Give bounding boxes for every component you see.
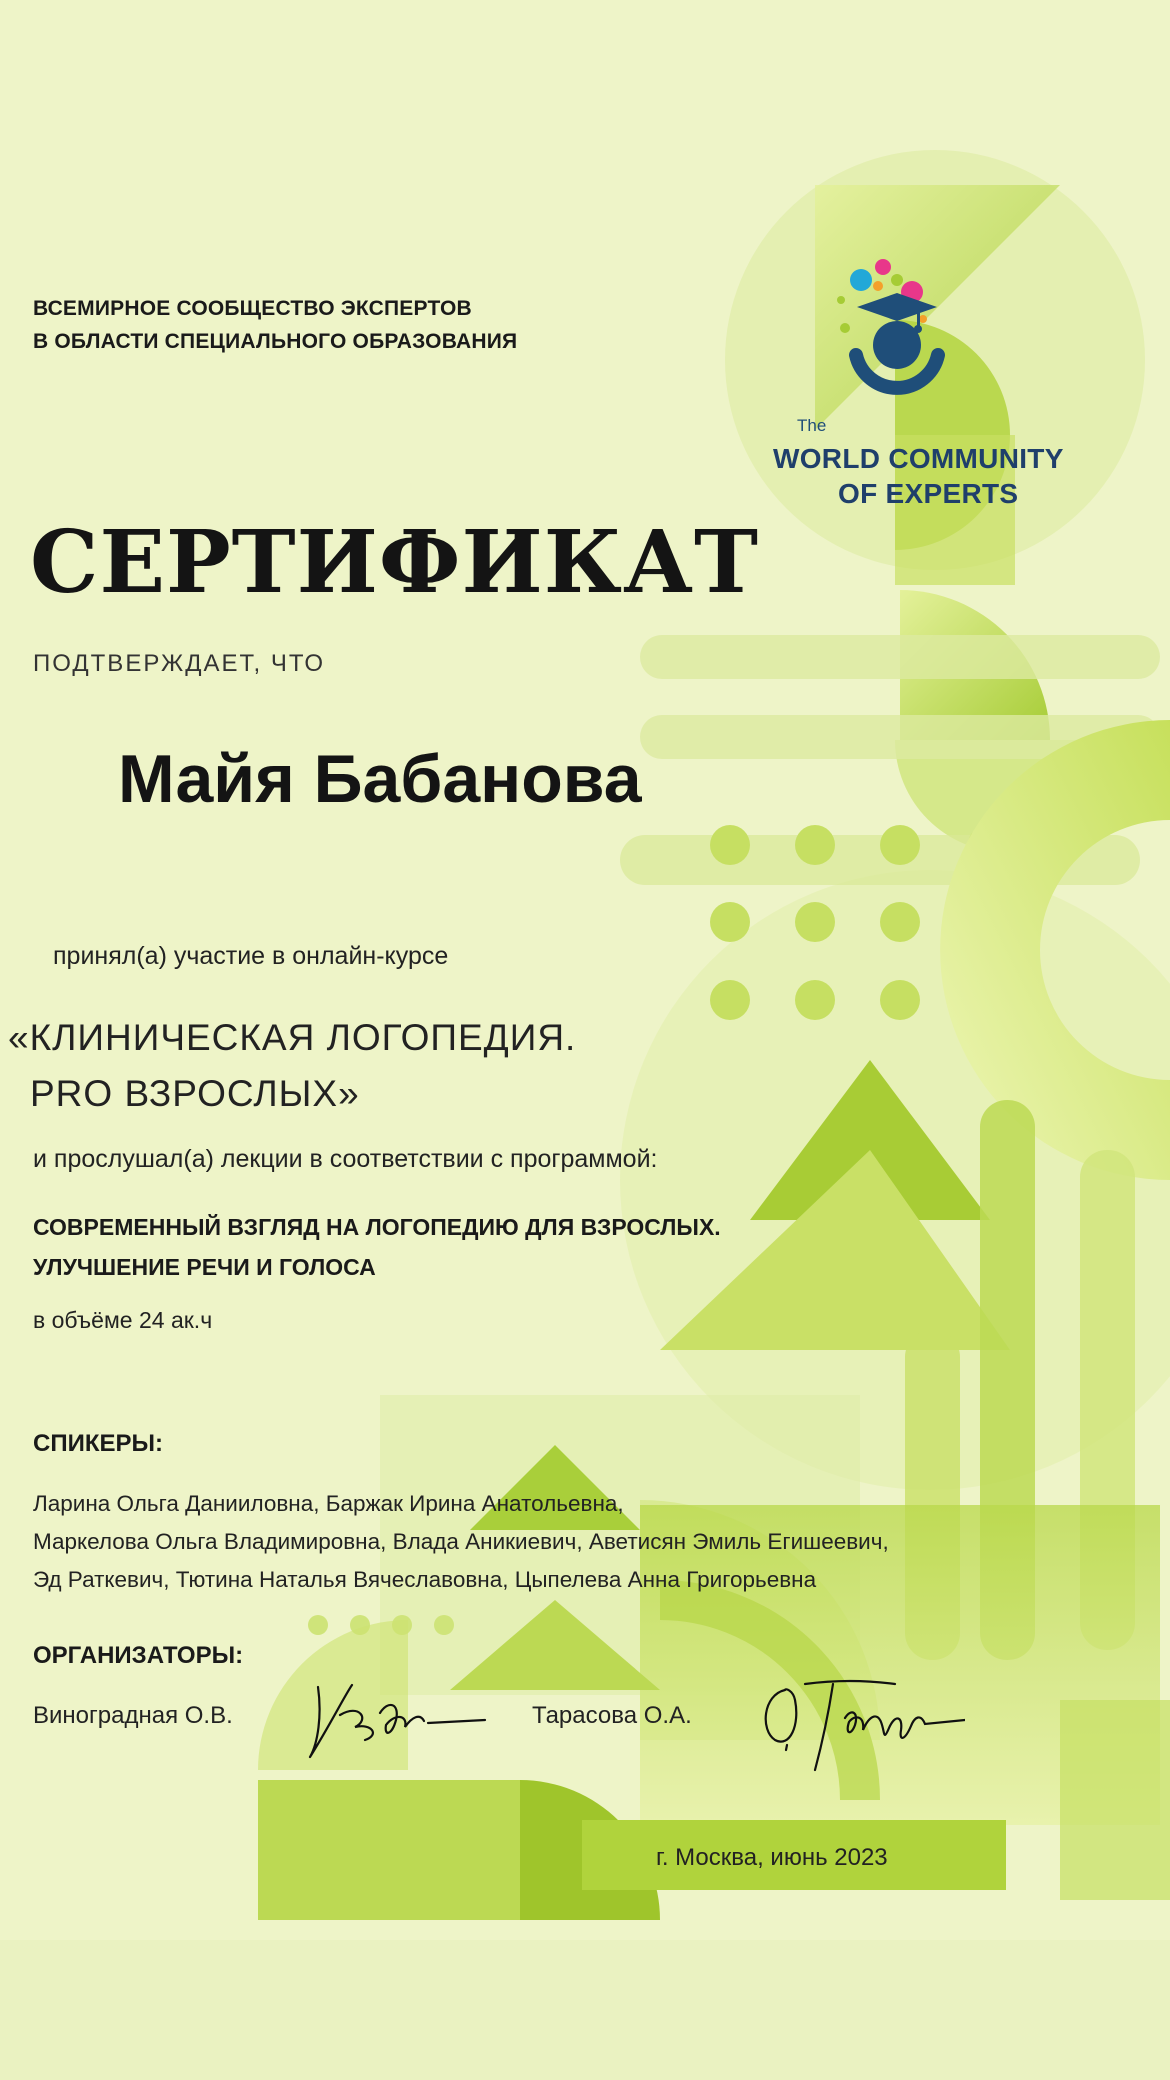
- confirms-text: ПОДТВЕРЖДАЕТ, ЧТО: [33, 650, 326, 677]
- program-title-line1: СОВРЕМЕННЫЙ ВЗГЛЯД НА ЛОГОПЕДИЮ ДЛЯ ВЗРОСЛЫХ.: [33, 1214, 721, 1240]
- course-title-line2: PRO ВЗРОСЛЫХ»: [30, 1073, 360, 1114]
- organizer-2-signature: [755, 1670, 965, 1780]
- course-title: [8, 1010, 576, 1122]
- place-and-date: г. Москва, июнь 2023: [656, 1844, 888, 1871]
- organizer-2-name: Тарасова О.А.: [532, 1702, 692, 1729]
- program-title-line2: УЛУЧШЕНИЕ РЕЧИ И ГОЛОСА: [33, 1254, 376, 1280]
- organizer-1-name: Виноградная О.В.: [33, 1702, 233, 1729]
- logo-line1: WORLD COMMUNITY: [773, 443, 1064, 474]
- speakers-label: СПИКЕРЫ:: [33, 1430, 163, 1457]
- speakers-line3: Эд Раткевич, Тютина Наталья Вячеславовна, Цыпелева Анна Григорьевна: [33, 1567, 817, 1592]
- listened-text: и прослушал(а) лекции в соответствии с программой:: [33, 1145, 658, 1173]
- speakers-line1: Ларина Ольга Данииловна, Баржак Ирина Анатольевна,: [33, 1491, 624, 1516]
- program-title: [33, 1207, 721, 1287]
- speakers-line2: Маркелова Ольга Владимировна, Влада Аникиевич, Аветисян Эмиль Егишеевич,: [33, 1529, 889, 1554]
- organizer-1-signature: [300, 1665, 490, 1765]
- organization-name-line2: В ОБЛАСТИ СПЕЦИАЛЬНОГО ОБРАЗОВАНИЯ: [33, 330, 518, 353]
- volume-text: в объёме 24 ак.ч: [33, 1307, 213, 1333]
- speakers-list: [33, 1485, 889, 1599]
- organizers-label: ОРГАНИЗАТОРЫ:: [33, 1642, 244, 1669]
- organization-name: [33, 292, 517, 358]
- recipient-name: Майя Бабанова: [118, 741, 642, 817]
- participation-text: принял(а) участие в онлайн-курсе: [53, 942, 449, 970]
- certificate-title: СЕРТИФИКАТ: [30, 512, 760, 613]
- logo-line2: OF EXPERTS: [838, 478, 1019, 509]
- course-title-line1: «КЛИНИЧЕСКАЯ ЛОГОПЕДИЯ.: [8, 1017, 577, 1058]
- organization-name-line1: ВСЕМИРНОЕ СООБЩЕСТВО ЭКСПЕРТОВ: [33, 297, 472, 320]
- logo-the: The: [797, 416, 827, 435]
